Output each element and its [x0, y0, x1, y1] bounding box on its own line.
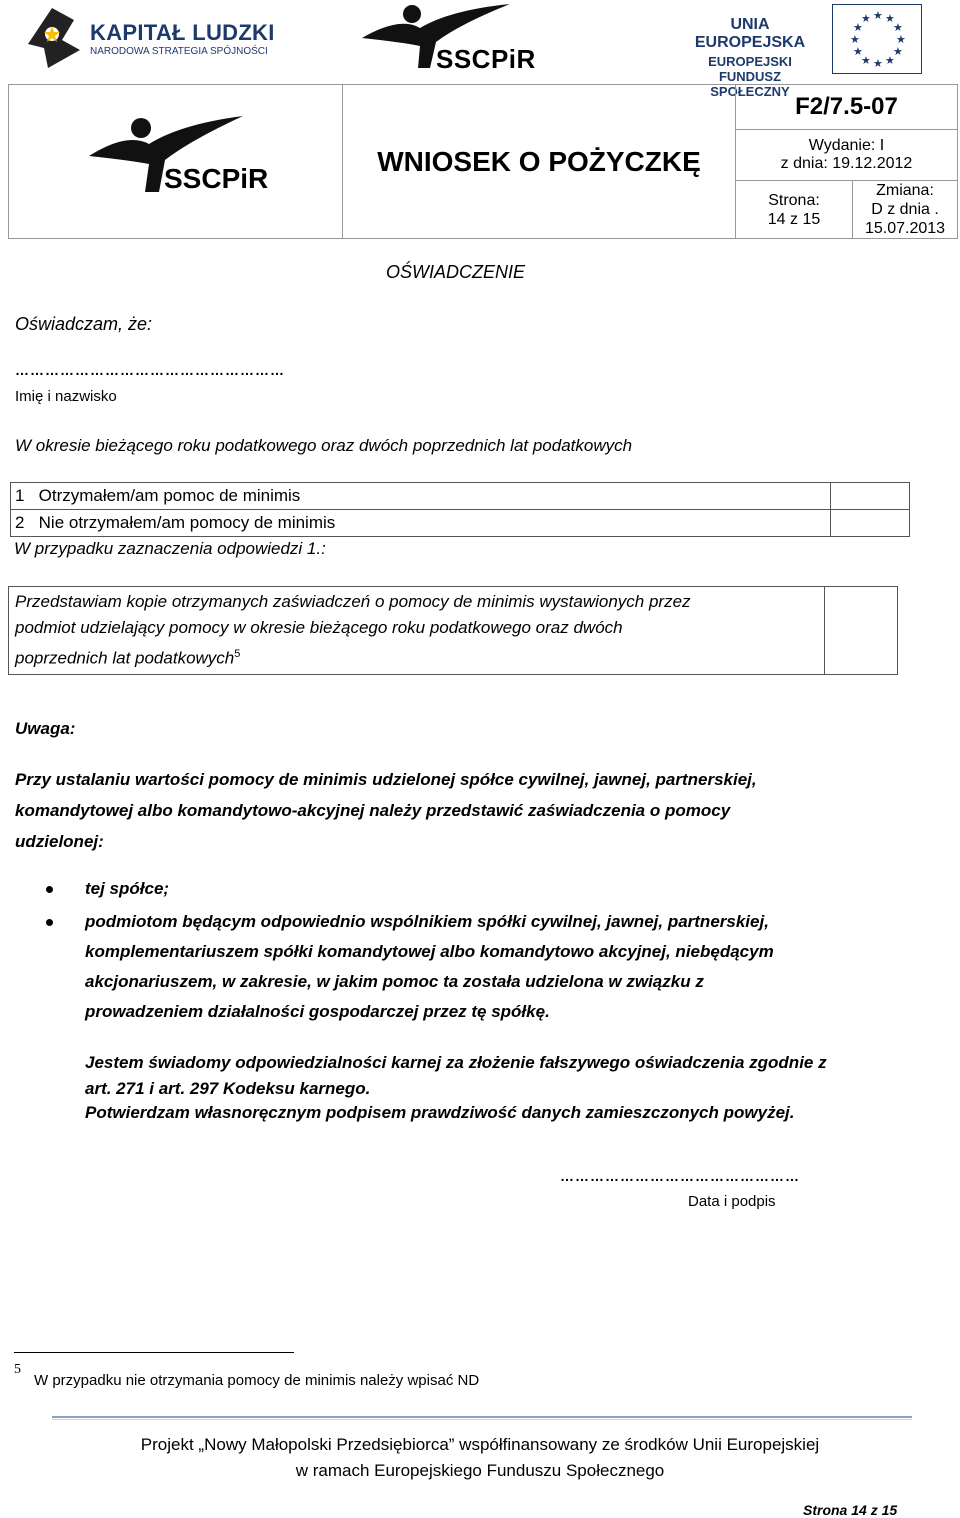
declaration-line-2: art. 271 i art. 297 Kodeksu karnego.	[85, 1079, 371, 1098]
edition-label: Wydanie: I	[808, 137, 885, 154]
kapital-ludzki-title: KAPITAŁ LUDZKI	[90, 20, 275, 45]
certificate-copies-text	[9, 587, 825, 675]
change-label: Zmiana:	[876, 182, 934, 199]
svg-text:★: ★	[853, 21, 863, 34]
copy-line-2: podmiot udzielający pomocy w okresie bieżącego roku podatkowego oraz dwóch	[15, 618, 623, 637]
option-1-text-cell	[11, 483, 831, 510]
form-code: F2/7.5-07	[736, 85, 958, 130]
svg-text:★: ★	[896, 33, 906, 46]
footer-project-line-1: Projekt „Nowy Małopolski Przedsiębiorca” współfinansowany ze środków Unii Europejskiej	[140, 1435, 820, 1454]
footnote-number: 5	[14, 1362, 21, 1377]
option-1-number: 1	[15, 486, 25, 505]
change-date: 15.07.2013	[864, 220, 946, 237]
page-label: Strona:	[768, 191, 820, 209]
note-body	[15, 764, 885, 857]
case-answer-1-text: W przypadku zaznaczenia odpowiedzi 1.:	[14, 539, 326, 558]
copy-line-3: poprzednich lat podatkowych	[15, 648, 235, 668]
list-item	[40, 907, 890, 1027]
footnote-ref: 5	[234, 648, 241, 660]
option-1-label: Otrzymałem/am pomoc de minimis	[38, 486, 301, 505]
declaration-confirm: Potwierdzam własnoręcznym podpisem prawdziwość danych zamieszczonych powyżej.	[85, 1103, 795, 1122]
bullet-icon	[46, 919, 53, 926]
svg-text:★: ★	[885, 12, 895, 25]
footer-divider-shadow	[52, 1419, 912, 1420]
option-2-label: Nie otrzymałem/am pomocy de minimis	[38, 513, 336, 532]
bullet-2-line-2: komplementariuszem spółki komandytowej albo komandytowo akcyjnej, niebędącym	[85, 942, 774, 961]
ue-subtitle-1: EUROPEJSKI	[708, 54, 792, 69]
svg-text:★: ★	[861, 12, 871, 25]
ue-subtitle-2: FUNDUSZ SPOŁECZNY	[710, 69, 790, 99]
change-version: D z dnia .	[871, 201, 939, 218]
name-label: Imię i nazwisko	[15, 388, 117, 405]
option-2-number: 2	[15, 513, 25, 532]
svg-text:★: ★	[873, 9, 883, 22]
svg-text:★: ★	[893, 45, 903, 58]
certificate-copies-table	[8, 586, 898, 675]
option-2-text-cell	[11, 510, 831, 537]
kapital-ludzki-subtitle: NARODOWA STRATEGIA SPÓJNOŚCI	[90, 46, 268, 57]
option-row-2	[11, 510, 910, 537]
kapital-ludzki-emblem-icon	[22, 4, 86, 70]
footer-project-line-2: w ramach Europejskiego Funduszu Społecznego	[295, 1461, 665, 1480]
bullet-2-line-4: prowadzeniem działalności gospodarczej przez tę spółkę.	[85, 1002, 550, 1021]
declaration-text	[85, 1050, 905, 1102]
name-signature-line: ………………………………………………	[15, 362, 285, 378]
bullet-2-line-1: podmiotom będącym odpowiednio wspólnikiem spółki cywilnej, jawnej, partnerskiej,	[85, 912, 769, 931]
note-line-2: komandytowej albo komandytowo-akcyjnej należy przedstawić zaświadczenia o pomocy	[15, 801, 731, 820]
de-minimis-options-table	[10, 482, 910, 537]
eu-flag-icon	[832, 4, 922, 74]
statement-title: OŚWIADCZENIE	[386, 262, 526, 282]
option-1-checkbox[interactable]	[831, 483, 910, 510]
document-header-table	[8, 84, 958, 239]
bullet-icon	[46, 886, 53, 893]
bullet-2-line-3: akcjonariuszem, w zakresie, w jakim pomoc ta została udzielona w związku z	[85, 972, 704, 991]
date-signature-label: Data i podpis	[688, 1193, 776, 1210]
copy-line-1: Przedstawiam kopie otrzymanych zaświadczeń o pomocy de minimis wystawionych przez	[15, 592, 691, 611]
option-row-1	[11, 483, 910, 510]
option-2-checkbox[interactable]	[831, 510, 910, 537]
footnote-text: W przypadku nie otrzymania pomocy de minimis należy wpisać ND	[34, 1372, 480, 1389]
note-line-1: Przy ustalaniu wartości pomocy de minimis udzielonej spółce cywilnej, jawnej, partnerskiej,	[15, 770, 757, 789]
page-number-footer: Strona 14 z 15	[803, 1502, 898, 1518]
svg-text:★: ★	[853, 45, 863, 58]
svg-text:★: ★	[861, 54, 871, 67]
certificate-copies-checkbox[interactable]	[825, 587, 898, 675]
note-bullet-list	[40, 874, 890, 1027]
footnote-divider	[14, 1352, 294, 1353]
statement-intro: Oświadczam, że:	[15, 314, 153, 334]
bullet-1-text: tej spółce;	[85, 879, 170, 898]
svg-text:★: ★	[873, 57, 883, 70]
footer-divider	[52, 1416, 912, 1418]
sscpir-top-text: SSCPiR	[436, 44, 536, 74]
date-signature-line: …………………………………………	[560, 1168, 800, 1184]
period-text: W okresie bieżącego roku podatkowego oraz dwóch poprzednich lat podatkowych	[15, 436, 633, 455]
header-logo-text: SSCPiR	[164, 162, 269, 194]
declaration-line-1: Jestem świadomy odpowiedzialności karnej za złożenie fałszywego oświadczenia zgodnie z	[85, 1053, 827, 1072]
change-cell	[853, 181, 958, 239]
header-logo-cell	[9, 85, 343, 239]
svg-text:★: ★	[885, 54, 895, 67]
edition-cell	[736, 130, 958, 181]
page-cell	[736, 181, 853, 239]
svg-text:★: ★	[893, 21, 903, 34]
page-number: 14 z 15	[767, 210, 821, 228]
svg-text:★: ★	[850, 33, 860, 46]
ue-title: UNIA EUROPEJSKA	[694, 16, 806, 51]
list-item	[40, 874, 890, 904]
form-title: WNIOSEK O POŻYCZKĘ	[343, 85, 736, 239]
note-line-3: udzielonej:	[15, 832, 104, 851]
note-heading: Uwaga:	[15, 719, 76, 738]
edition-date: z dnia: 19.12.2012	[780, 155, 913, 172]
